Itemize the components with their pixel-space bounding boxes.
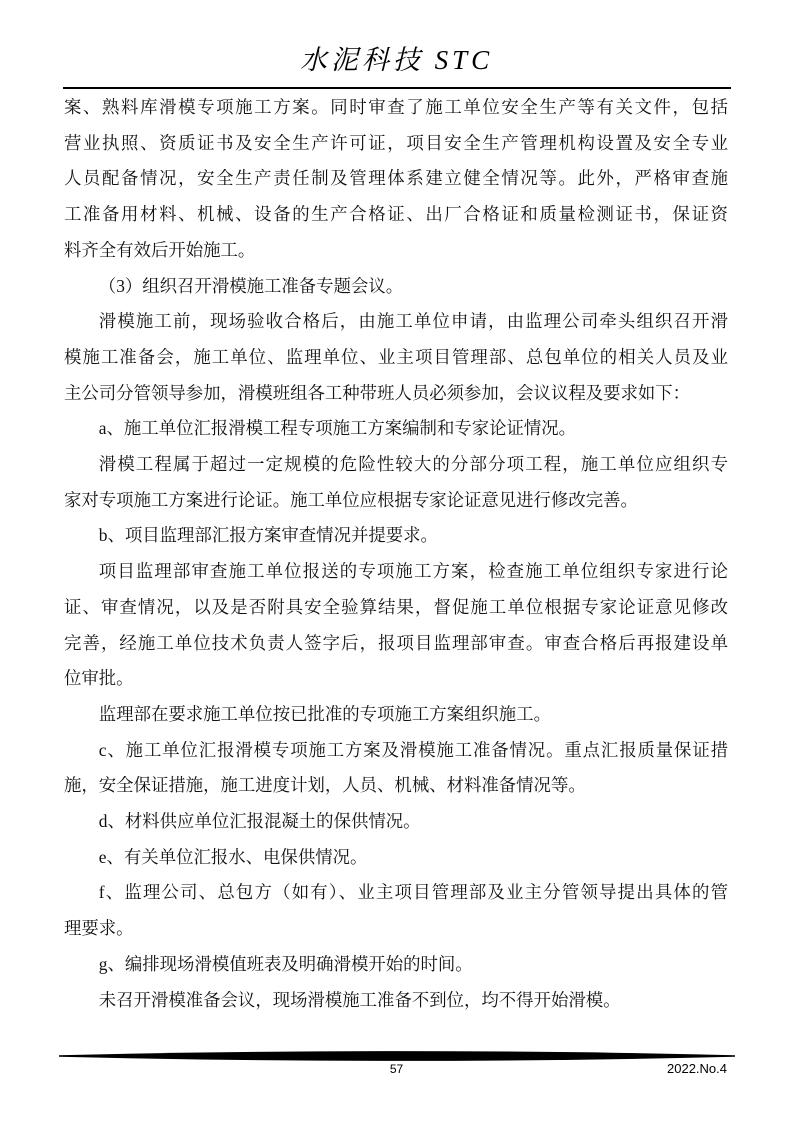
text-line: 项目监理部审查施工单位报送的专项施工方案，检查施工单位组织专家进行论	[98, 561, 728, 582]
text-line: 人员配备情况，安全生产责任制及管理体系建立健全情况等。此外，严格审查施	[64, 168, 728, 189]
text-line: 未召开滑模准备会议，现场滑模施工准备不到位，均不得开始滑模。	[98, 989, 621, 1010]
text-line: 家对专项施工方案进行论证。施工单位应根据专家论证意见进行修改完善。	[64, 489, 638, 510]
text-line: d、材料供应单位汇报混凝土的保供情况。	[98, 811, 421, 832]
text-line: 完善，经施工单位技术负责人签字后，报项目监理部审查。审查合格后再报建设单	[64, 632, 728, 653]
text-line: g、编排现场滑模值班表及明确滑模开始的时间。	[98, 953, 473, 974]
text-line: 料齐全有效后开始施工。	[64, 239, 256, 260]
text-line: 证、审查情况，以及是否附具安全验算结果，督促施工单位根据专家论证意见修改	[64, 596, 728, 617]
text-line: 滑模施工前，现场验收合格后，由施工单位申请，由监理公司牵头组织召开滑	[98, 311, 728, 332]
text-line: b、项目监理部汇报方案审查情况并提要求。	[98, 525, 438, 546]
text-line: （3）组织召开滑模施工准备专题会议。	[98, 275, 404, 296]
text-line: 案、熟料库滑模专项施工方案。同时审查了施工单位安全生产等有关文件，包括	[64, 97, 728, 117]
text-line: 监理部在要求施工单位按已批准的专项施工方案组织施工。	[98, 703, 551, 724]
text-line: 施，安全保证措施，施工进度计划，人员、机械、材料准备情况等。	[64, 775, 586, 796]
text-line: 主公司分管领导参加，滑模班组各工种带班人员必须参加，会议议程及要求如下：	[64, 382, 691, 403]
footer-page-number: 57	[389, 1062, 404, 1076]
journal-title: 水泥科技 STC	[299, 45, 494, 75]
body-text	[64, 90, 728, 1018]
text-line: 模施工准备会，施工单位、监理单位、业主项目管理部、总包单位的相关人员及业	[64, 346, 728, 367]
header-divider	[63, 87, 731, 89]
text-line: 理要求。	[64, 918, 134, 939]
text-line: 营业执照、资质证书及安全生产许可证，项目安全生产管理机构设置及安全专业	[64, 132, 728, 153]
text-line: 工准备用材料、机械、设备的生产合格证、出厂合格证和质量检测证书，保证资	[64, 204, 728, 225]
text-line: c、施工单位汇报滑模专项施工方案及滑模施工准备情况。重点汇报质量保证措	[98, 739, 728, 760]
text-line: f、监理公司、总包方（如有）、业主项目管理部及业主分管领导提出具体的管	[98, 882, 728, 903]
text-line: a、施工单位汇报滑模工程专项施工方案编制和专家论证情况。	[98, 418, 577, 439]
text-line: 位审批。	[64, 668, 134, 689]
footer-divider	[59, 1051, 735, 1061]
footer-issue-number: 2022.No.4	[667, 1061, 727, 1076]
text-line: 滑模工程属于超过一定规模的危险性较大的分部分项工程，施工单位应组织专	[98, 454, 728, 475]
text-line: e、有关单位汇报水、电保供情况。	[98, 846, 368, 867]
